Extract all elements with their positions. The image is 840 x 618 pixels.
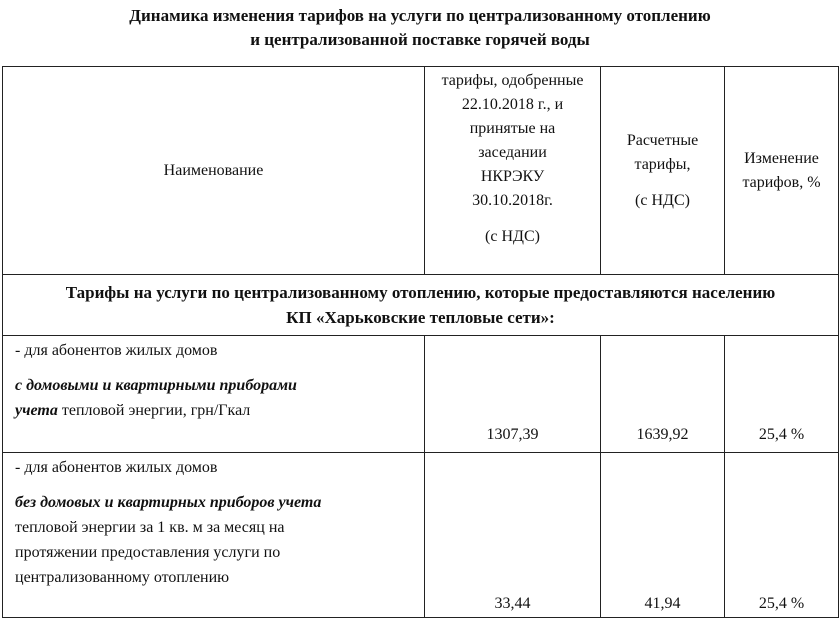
row-change-value: 25,4 % — [725, 453, 839, 618]
header-name-label: Наименование — [163, 161, 264, 179]
row-approved-value: 1307,39 — [425, 336, 601, 453]
header-approved-vat: (с НДС) — [485, 228, 540, 245]
row-emphasis: с домовыми и квартирными приборами — [15, 377, 297, 394]
header-name — [3, 67, 425, 275]
title-line-2: и централизованной поставке горячей воды — [250, 30, 590, 49]
header-approved-line: НКРЭКУ — [480, 168, 545, 185]
document-title — [0, 4, 840, 52]
section-heading — [3, 275, 839, 336]
section-line-2: КП «Харьковские тепловые сети»: — [286, 308, 555, 327]
header-approved-line: принятые на — [469, 120, 556, 137]
header-approved-line: 22.10.2018 г., и — [461, 96, 564, 113]
header-approved-line: заседании — [478, 144, 547, 161]
header-change — [725, 67, 839, 275]
row-description — [3, 453, 425, 618]
header-calculated-vat: (с НДС) — [635, 191, 690, 209]
row-intro: - для абонентов жилых домов — [15, 342, 218, 359]
row-emphasis: без домовых и квартирных приборов учета — [15, 494, 322, 511]
header-change-line: тарифов, % — [742, 173, 821, 191]
header-approved — [425, 67, 601, 275]
table-row — [3, 336, 839, 453]
row-change-value: 25,4 % — [725, 336, 839, 453]
row-description — [3, 336, 425, 453]
header-change-line: Изменение — [744, 149, 819, 167]
header-calculated-line: тарифы, — [634, 155, 691, 173]
row-text: протяжении предоставления услуги по — [15, 544, 281, 561]
row-calculated-value: 1639,92 — [601, 336, 725, 453]
title-line-1: Динамика изменения тарифов на услуги по централизованному отоплению — [129, 6, 711, 25]
header-calculated-line: Расчетные — [626, 131, 699, 149]
row-text: тепловой энергии за 1 кв. м за месяц на — [15, 519, 285, 536]
table-row — [3, 453, 839, 618]
header-approved-line: тарифы, одобренные — [441, 72, 584, 89]
row-approved-value: 33,44 — [425, 453, 601, 618]
header-approved-line: 30.10.2018г. — [472, 192, 553, 209]
row-text: централизованному отоплению — [15, 569, 230, 586]
row-intro: - для абонентов жилых домов — [15, 459, 218, 476]
section-row — [3, 275, 839, 336]
row-emphasis: учета — [15, 402, 58, 419]
row-text: тепловой энергии, грн/Гкал — [57, 402, 251, 419]
table-header-row — [3, 67, 839, 275]
tariff-table — [2, 66, 839, 618]
header-calculated — [601, 67, 725, 275]
row-calculated-value: 41,94 — [601, 453, 725, 618]
section-line-1: Тарифы на услуги по централизованному отоплению, которые предоставляются населению — [65, 283, 776, 302]
